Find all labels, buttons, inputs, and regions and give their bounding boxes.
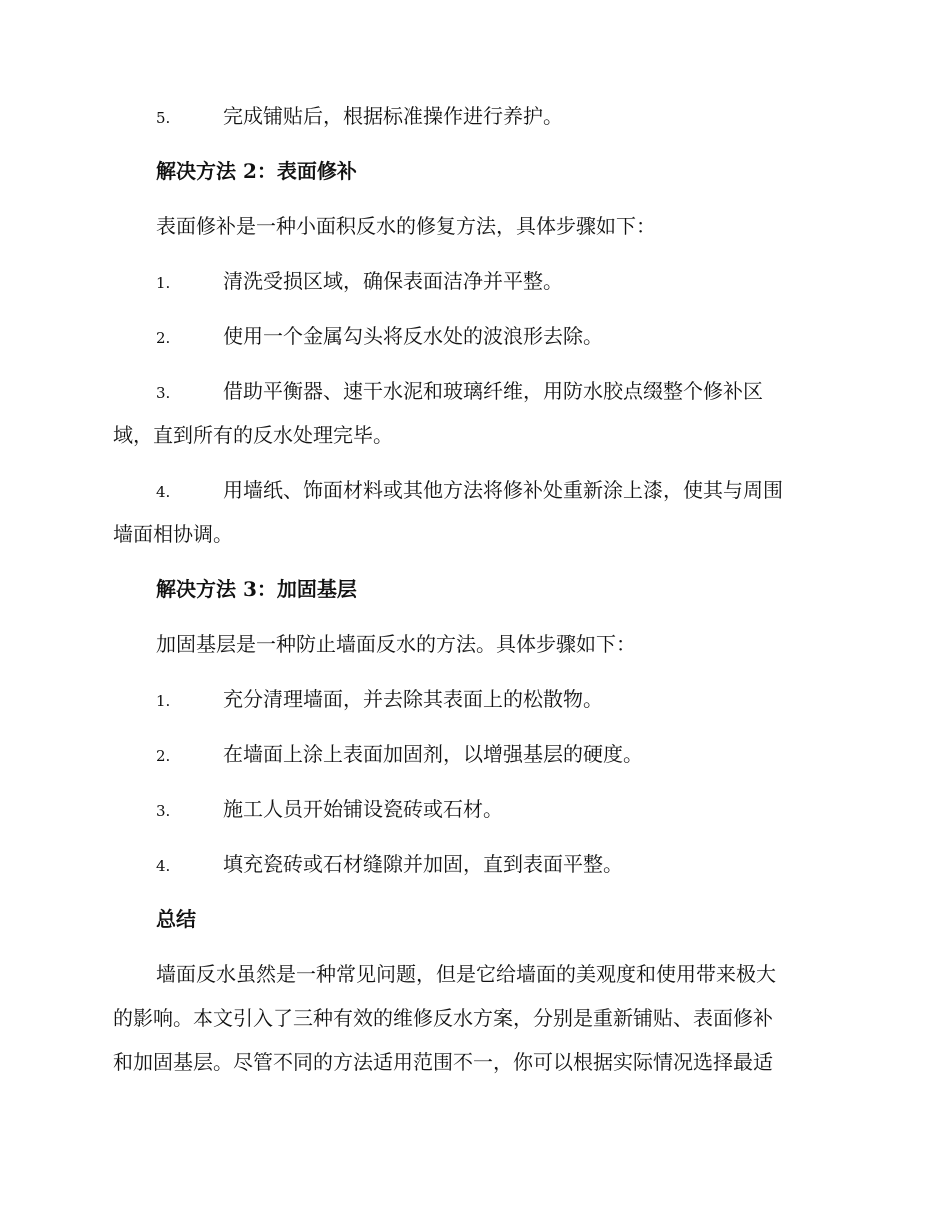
- list-text-continuation: 墙面相协调。: [113, 522, 233, 546]
- list-text: 完成铺贴后，根据标准操作进行养护。: [223, 104, 563, 128]
- summary-heading: 总结: [156, 907, 196, 931]
- list-text: 用墙纸、饰面材料或其他方法将修补处重新涂上漆，使其与周围: [223, 478, 783, 502]
- document-page: [113, 103, 835, 1084]
- list-text: 填充瓷砖或石材缝隙并加固，直到表面平整。: [223, 852, 623, 876]
- list-text: 施工人员开始铺设瓷砖或石材。: [223, 797, 503, 821]
- summary-line: 和加固基层。尽管不同的方法适用范围不一，你可以根据实际情况选择最适: [113, 1050, 773, 1074]
- list-number: 3.: [156, 802, 171, 820]
- list-text-block: [113, 477, 835, 547]
- list-item: [113, 741, 835, 767]
- method2-heading: 解决方法 2：表面修补: [156, 159, 357, 183]
- list-text: 清洗受损区域，确保表面洁净并平整。: [223, 269, 563, 293]
- list-item: [113, 477, 835, 547]
- list-item: [113, 323, 835, 349]
- list-item: [113, 851, 835, 877]
- method3-heading: 解决方法 3：加固基层: [156, 577, 357, 601]
- list-item: [113, 378, 835, 448]
- list-number: 5.: [156, 109, 171, 127]
- list-number: 4.: [156, 483, 171, 501]
- summary-line: 的影响。本文引入了三种有效的维修反水方案，分别是重新铺贴、表面修补: [113, 1006, 773, 1030]
- list-text: 充分清理墙面，并去除其表面上的松散物。: [223, 687, 603, 711]
- summary-line: 墙面反水虽然是一种常见问题，但是它给墙面的美观度和使用带来极大: [156, 962, 776, 986]
- list-item: [113, 103, 835, 129]
- list-text: 借助平衡器、速干水泥和玻璃纤维，用防水胶点缀整个修补区: [223, 379, 763, 403]
- list-number: 1.: [156, 692, 171, 710]
- list-number: 2.: [156, 329, 171, 347]
- list-text-block: [113, 378, 835, 448]
- summary-paragraph: [113, 952, 835, 1084]
- list-number: 1.: [156, 274, 171, 292]
- list-number: 2.: [156, 747, 171, 765]
- method3-intro: 加固基层是一种防止墙面反水的方法。具体步骤如下：: [156, 632, 636, 656]
- list-text: 使用一个金属勾头将反水处的波浪形去除。: [223, 324, 603, 348]
- method2-intro: 表面修补是一种小面积反水的修复方法，具体步骤如下：: [156, 214, 656, 238]
- list-number: 4.: [156, 857, 171, 875]
- list-number: 3.: [156, 384, 171, 402]
- list-item: [113, 796, 835, 822]
- list-text-continuation: 域，直到所有的反水处理完毕。: [113, 423, 393, 447]
- list-text: 在墙面上涂上表面加固剂，以增强基层的硬度。: [223, 742, 643, 766]
- list-item: [113, 686, 835, 712]
- list-item: [113, 268, 835, 294]
